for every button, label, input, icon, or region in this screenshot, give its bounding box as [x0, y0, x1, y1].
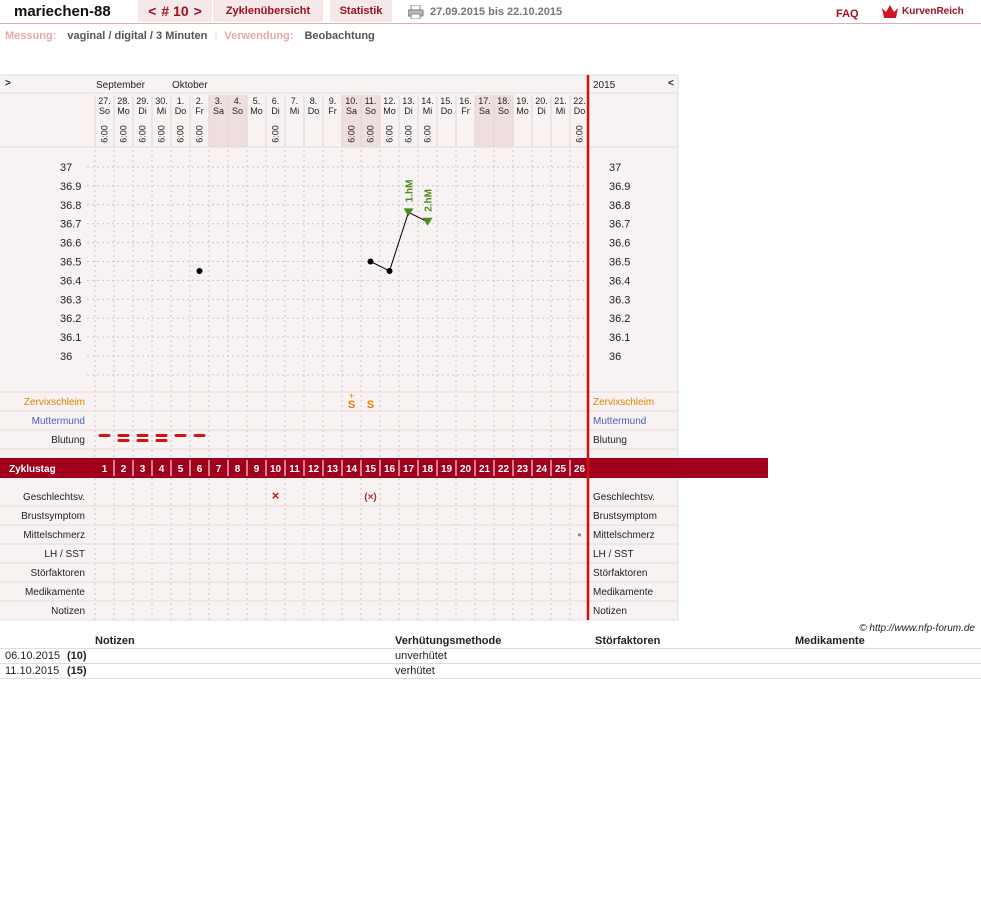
tab-statistics[interactable]: Statistik	[330, 0, 392, 22]
day-weekday: Mi	[289, 106, 300, 116]
measure-label: Messung:	[5, 30, 57, 42]
bleeding-mark	[137, 434, 149, 437]
cycle-day-number: 18	[421, 464, 434, 475]
intercourse-mark: ×	[271, 488, 280, 503]
y-tick-left: 37	[60, 162, 73, 174]
day-weekday: So	[364, 106, 377, 116]
y-tick-right: 36.1	[609, 332, 631, 345]
notes-column-header: Notizen	[95, 635, 135, 647]
cycle-day-number: 25	[554, 464, 567, 475]
y-tick-left: 36.5	[60, 256, 82, 269]
high-measurement-label: 1.hM	[404, 179, 416, 203]
y-tick-left: 36.9	[60, 180, 82, 193]
y-tick-left: 36.2	[60, 313, 82, 326]
usage-label: Verwendung:	[224, 30, 294, 42]
day-date: 29.	[136, 96, 149, 106]
day-time: 6:00	[137, 125, 148, 143]
day-date: 11.	[364, 96, 377, 106]
day-date: 27.	[98, 96, 111, 106]
bleeding-mark	[175, 434, 187, 437]
day-weekday: Mi	[422, 106, 433, 116]
table-divider	[0, 663, 981, 664]
day-weekday: Di	[537, 106, 546, 116]
temperature-point	[387, 268, 393, 274]
day-time: 6:00	[346, 125, 357, 143]
day-time: 6:00	[99, 125, 110, 143]
y-tick-left: 36.8	[60, 199, 82, 212]
day-weekday: Sa	[212, 106, 225, 116]
scroll-right-button[interactable]: <	[668, 78, 674, 89]
row-label-right: Medikamente	[593, 587, 654, 598]
day-date: 15.	[440, 96, 453, 106]
day-time: 6:00	[194, 125, 205, 143]
y-tick-right: 36.7	[609, 218, 631, 231]
cycle-day-number: 4	[158, 464, 165, 475]
day-time: 6:00	[403, 125, 414, 143]
day-weekday: Do	[573, 106, 586, 116]
bleeding-mark	[194, 434, 206, 437]
cycle-day-label: Zyklustag	[9, 464, 56, 475]
bleeding-mark	[118, 439, 130, 442]
cycle-day-number: 26	[573, 464, 586, 475]
day-time: 6:00	[118, 125, 129, 143]
next-cycle-button[interactable]: >	[193, 3, 202, 19]
y-tick-right: 36.2	[609, 313, 631, 326]
cycle-day-number: 8	[234, 464, 241, 475]
day-date: 6.	[271, 96, 280, 106]
day-date: 12.	[383, 96, 396, 106]
year-label: 2015	[593, 80, 616, 91]
bleeding-mark	[156, 434, 168, 437]
row-label-right: LH / SST	[593, 549, 634, 560]
day-date: 3.	[214, 96, 223, 106]
note-date: 11.10.2015	[5, 665, 60, 677]
day-date: 18.	[497, 96, 510, 106]
day-date: 7.	[290, 96, 299, 106]
cycle-day-number: 24	[535, 464, 548, 475]
brand-name: KurvenReich	[902, 5, 964, 17]
chart-panel	[0, 75, 678, 620]
cycle-day-number: 22	[497, 464, 510, 475]
day-date: 30.	[155, 96, 168, 106]
cycle-day-number: 13	[326, 464, 339, 475]
bleeding-label-right: Blutung	[593, 435, 627, 446]
note-method: verhütet	[395, 665, 435, 677]
y-tick-right: 36.6	[609, 237, 631, 250]
day-weekday: Do	[307, 106, 320, 116]
day-time: 6:00	[365, 125, 376, 143]
day-weekday: Di	[404, 106, 413, 116]
day-date: 17.	[478, 96, 491, 106]
y-tick-left: 36.3	[60, 294, 82, 307]
day-weekday: Mo	[250, 106, 263, 116]
y-tick-right: 36.5	[609, 256, 631, 269]
intercourse-mark: (×)	[364, 492, 377, 503]
tab-cycle-overview[interactable]: Zyklenübersicht	[213, 0, 323, 22]
day-weekday: Mo	[383, 106, 396, 116]
faq-link[interactable]: FAQ	[836, 8, 859, 20]
cycle-number: # 10	[161, 3, 189, 19]
note-cycle-day: (15)	[67, 665, 87, 677]
row-label: Störfaktoren	[30, 568, 85, 579]
cycle-day-number: 16	[383, 464, 396, 475]
bleeding-mark	[156, 439, 168, 442]
day-time: 6:00	[422, 125, 433, 143]
copyright: © http://www.nfp-forum.de	[859, 623, 975, 634]
day-time: 6:00	[175, 125, 186, 143]
day-weekday: Fr	[328, 106, 337, 116]
cycle-day-number: 1	[101, 464, 108, 475]
row-label: LH / SST	[44, 549, 85, 560]
day-date: 10.	[345, 96, 358, 106]
day-weekday: So	[98, 106, 111, 116]
day-weekday: Di	[271, 106, 280, 116]
cycle-day-number: 5	[177, 464, 184, 475]
y-tick-right: 36	[609, 351, 622, 363]
day-time: 6:00	[574, 125, 585, 143]
bleeding-label: Blutung	[51, 435, 85, 446]
y-tick-right: 36.3	[609, 294, 631, 307]
y-tick-left: 36.4	[60, 275, 82, 288]
day-weekday: So	[231, 106, 244, 116]
high-measurement-label: 2.hM	[423, 189, 435, 212]
cervix-os-label-right: Muttermund	[593, 416, 647, 427]
cycle-day-number: 21	[478, 464, 491, 475]
y-tick-left: 36.1	[60, 332, 82, 345]
note-date: 06.10.2015	[5, 650, 61, 662]
day-date: 5.	[252, 96, 261, 106]
table-divider	[0, 678, 981, 679]
row-label-right: Mittelschmerz	[593, 530, 655, 541]
day-date: 19.	[516, 96, 529, 106]
cycle-day-number: 23	[516, 464, 529, 475]
y-tick-left: 36	[60, 351, 73, 363]
cycle-day-number: 6	[196, 464, 203, 475]
day-date: 1.	[176, 96, 185, 106]
bleeding-mark	[118, 434, 130, 437]
y-tick-right: 36.4	[609, 275, 631, 288]
cycle-day-number: 11	[289, 464, 300, 475]
note-method: unverhütet	[395, 650, 447, 662]
day-date: 22.	[573, 96, 586, 106]
notes-column-header: Medikamente	[795, 635, 865, 647]
user-name[interactable]: mariechen-88	[14, 3, 111, 20]
cycle-day-number: 17	[402, 464, 415, 475]
cycle-day-number: 2	[120, 464, 127, 475]
cervix-label-right: Zervixschleim	[593, 397, 655, 408]
cycle-day-number: 14	[345, 464, 358, 475]
row-label-right: Störfaktoren	[593, 568, 648, 579]
day-weekday: Fr	[461, 106, 470, 116]
day-weekday: Mo	[516, 106, 529, 116]
day-weekday: Mi	[555, 106, 566, 116]
month-label: September	[96, 80, 145, 91]
day-date: 9.	[328, 96, 337, 106]
y-tick-right: 36.8	[609, 199, 631, 212]
row-label: Medikamente	[24, 587, 85, 598]
day-weekday: Mi	[156, 106, 167, 116]
cycle-day-number: 10	[269, 464, 282, 475]
notes-column-header: Störfaktoren	[595, 635, 661, 647]
day-weekday: Mo	[117, 106, 130, 116]
day-weekday: Sa	[345, 106, 358, 116]
day-weekday: Sa	[478, 106, 491, 116]
cycle-day-number: 12	[307, 464, 320, 475]
day-date: 8.	[309, 96, 318, 106]
y-tick-right: 36.9	[609, 180, 631, 193]
midpain-mark: •	[577, 528, 582, 542]
row-label-right: Geschlechtsv.	[593, 492, 656, 503]
date-range: 27.09.2015 bis 22.10.2015	[430, 6, 563, 18]
bleeding-mark	[137, 439, 149, 442]
temperature-point	[368, 259, 374, 265]
row-label: Brustsymptom	[21, 511, 85, 522]
row-label: Geschlechtsv.	[22, 492, 85, 503]
prev-cycle-button[interactable]: <	[148, 3, 157, 19]
separator: |	[214, 30, 218, 42]
notes-column-header: Verhütungsmethode	[395, 635, 502, 647]
day-date: 20.	[535, 96, 548, 106]
note-cycle-day: (10)	[67, 650, 87, 662]
y-tick-left: 36.7	[60, 218, 82, 231]
day-date: 21.	[554, 96, 567, 106]
day-weekday: So	[497, 106, 510, 116]
measure-value: vaginal / digital / 3 Minuten	[67, 30, 208, 42]
table-divider	[0, 648, 981, 649]
cervix-plus-mark: +	[348, 391, 355, 401]
day-weekday: Do	[174, 106, 187, 116]
cycle-day-number: 3	[139, 464, 146, 475]
day-weekday: Do	[440, 106, 453, 116]
row-label: Notizen	[51, 606, 85, 617]
usage-value: Beobachtung	[304, 30, 375, 42]
row-label: Mittelschmerz	[23, 530, 85, 541]
cycle-day-number: 15	[364, 464, 377, 475]
day-time: 6:00	[384, 125, 395, 143]
day-weekday: Fr	[195, 106, 204, 116]
cycle-day-number: 20	[459, 464, 472, 475]
day-date: 28.	[117, 96, 130, 106]
bleeding-mark	[99, 434, 111, 437]
cycle-day-number: 7	[215, 464, 222, 475]
cervix-mark: S	[366, 399, 375, 411]
row-label-right: Notizen	[593, 606, 627, 617]
day-date: 16.	[459, 96, 472, 106]
month-label: Oktober	[172, 80, 208, 91]
row-label-right: Brustsymptom	[593, 511, 657, 522]
day-date: 4.	[233, 96, 242, 106]
day-weekday: Di	[138, 106, 147, 116]
cervix-os-label: Muttermund	[31, 416, 85, 427]
cervix-label: Zervixschleim	[23, 397, 85, 408]
cervix-mark: S	[347, 399, 356, 411]
day-date: 13.	[402, 96, 415, 106]
cycle-day-number: 9	[253, 464, 260, 475]
y-tick-right: 37	[609, 162, 622, 174]
day-date: 2.	[195, 96, 204, 106]
y-tick-left: 36.6	[60, 237, 82, 250]
cycle-day-number: 19	[440, 464, 453, 475]
day-time: 6:00	[270, 125, 281, 143]
day-date: 14.	[421, 96, 434, 106]
day-time: 6:00	[156, 125, 167, 143]
scroll-left-button[interactable]: >	[5, 78, 11, 89]
temperature-point	[197, 268, 203, 274]
